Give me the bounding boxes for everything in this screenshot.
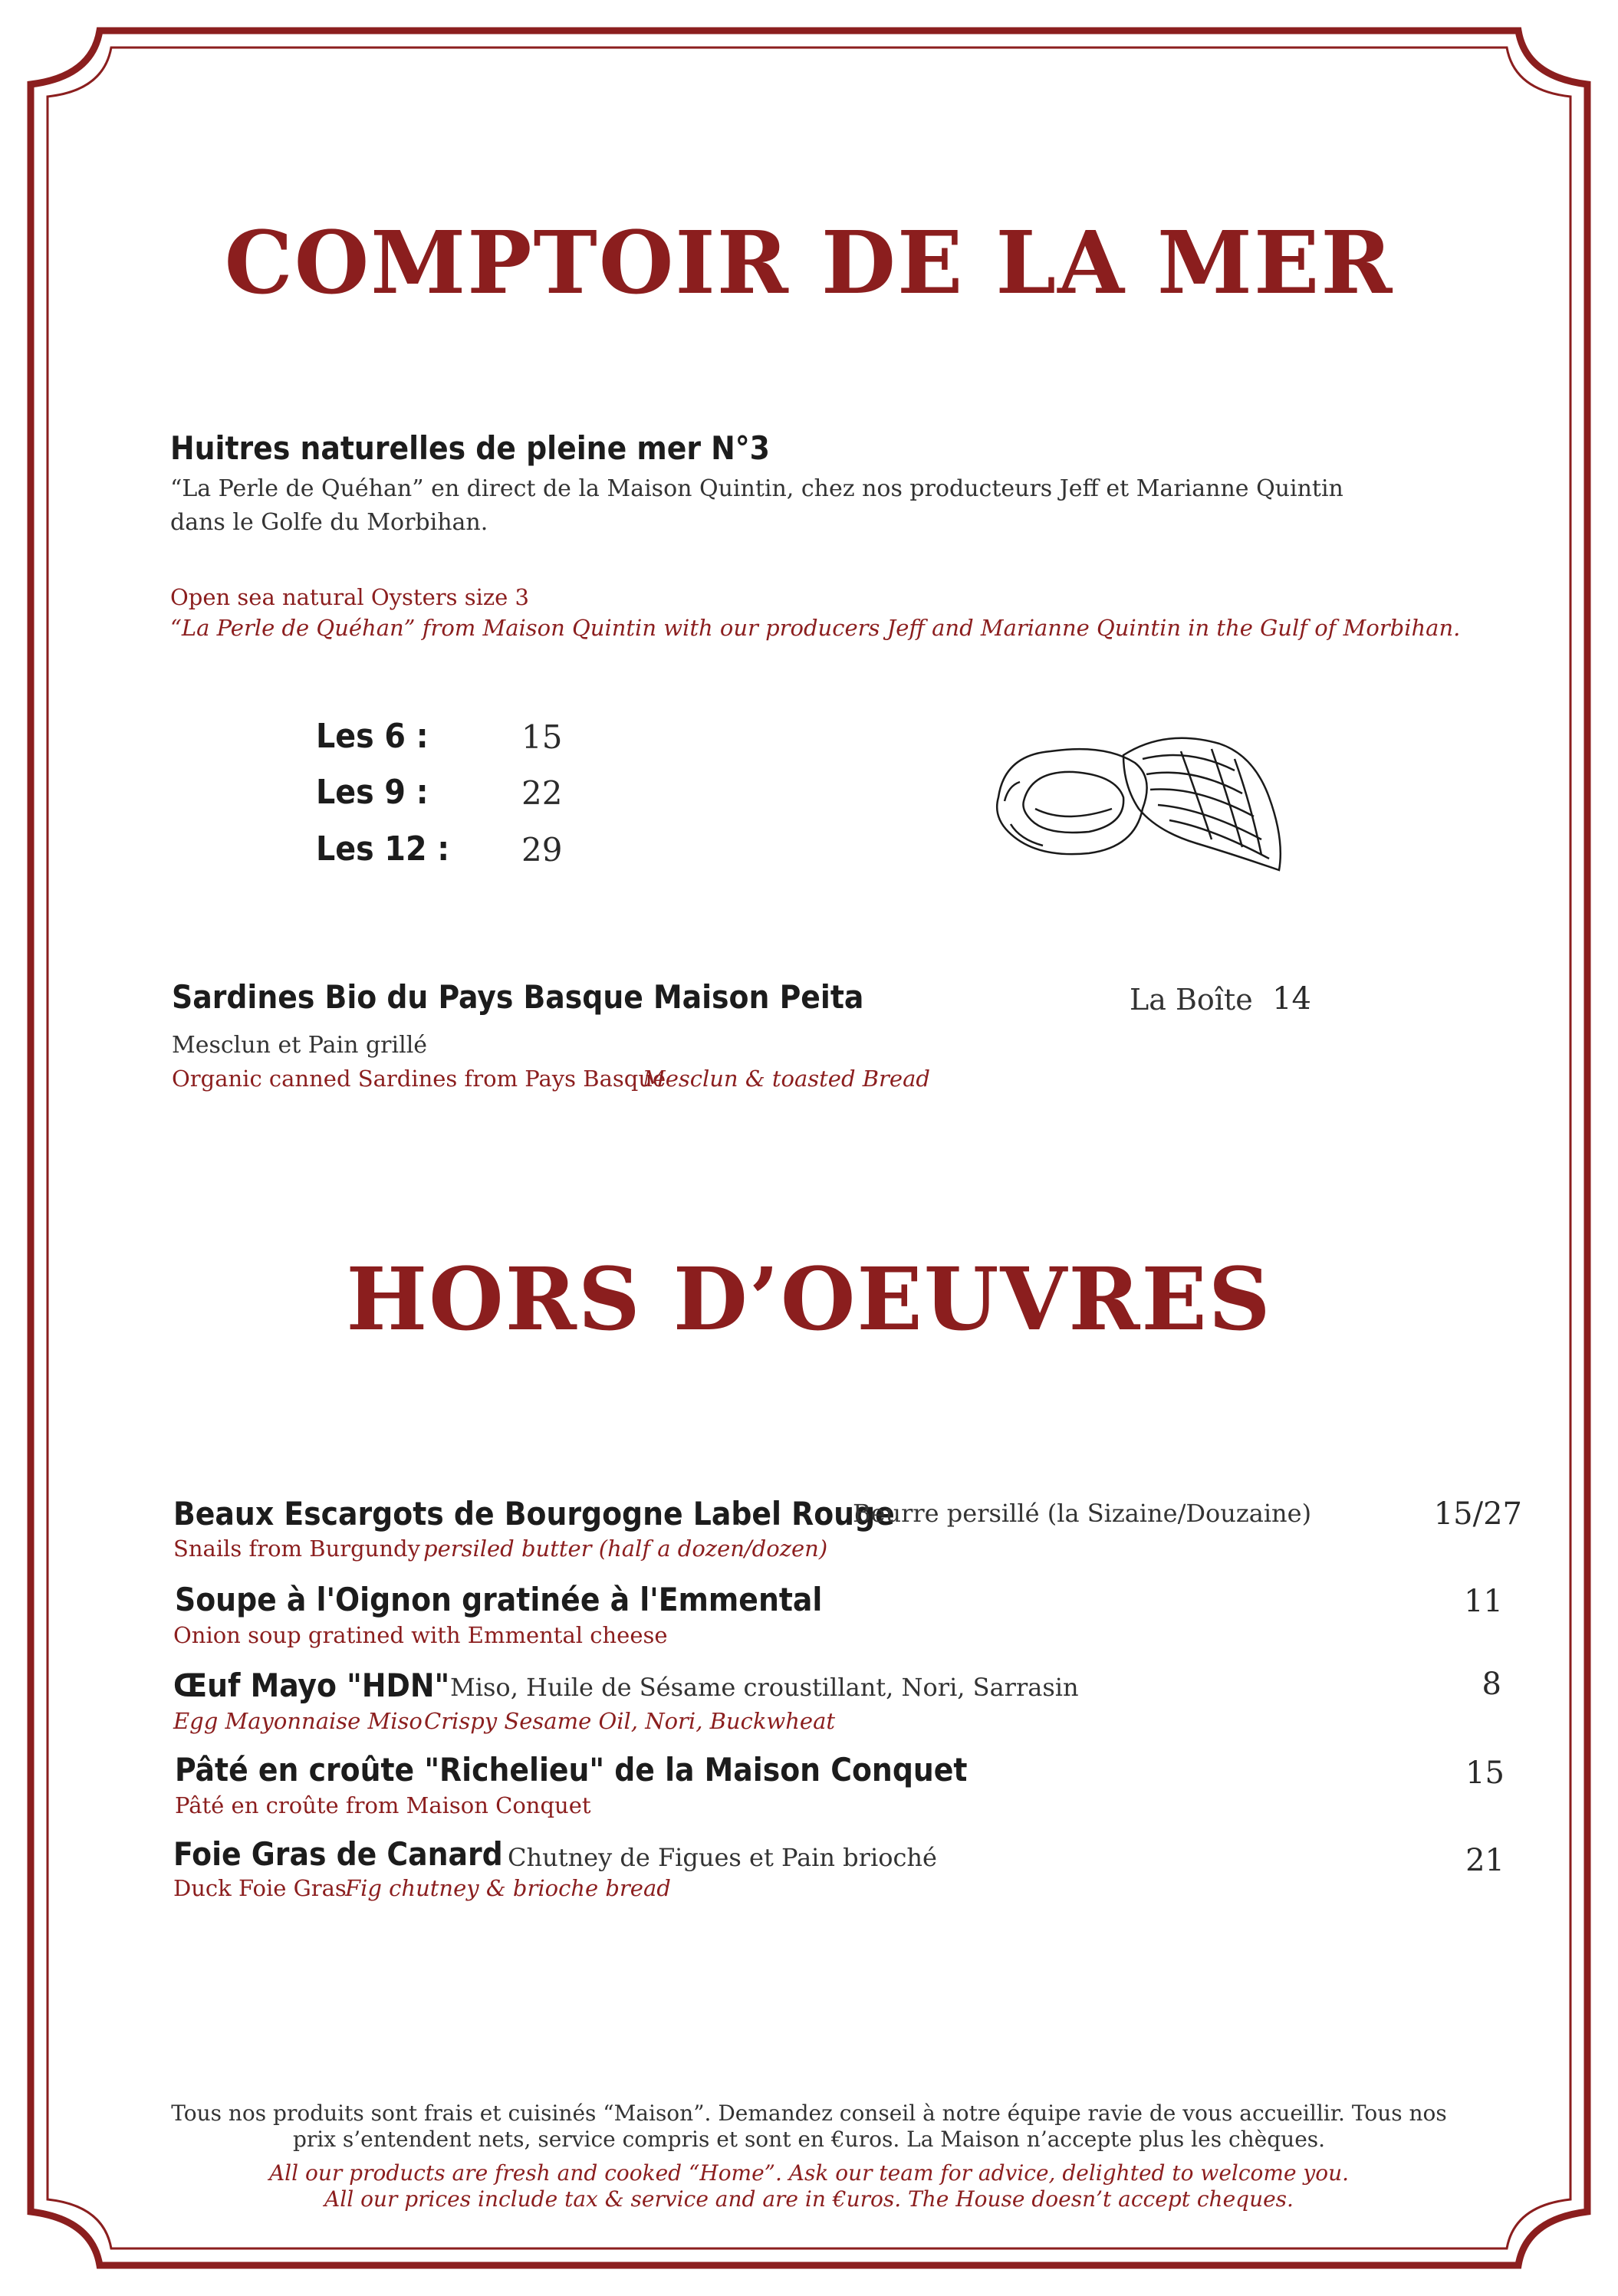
item-en-desc: Crispy Sesame Oil, Nori, Buckwheat xyxy=(424,1708,836,1734)
item-desc: Miso, Huile de Sésame croustillant, Nori, Sarrasin xyxy=(450,1673,1079,1702)
item-price: 15 xyxy=(1465,1756,1505,1791)
oyster-illustration xyxy=(989,724,1296,878)
oysters-qty-label: Les 9 : xyxy=(316,773,429,812)
oysters-en-name: Open sea natural Oysters size 3 xyxy=(170,584,529,610)
item-en-name: Duck Foie Gras xyxy=(173,1875,347,1901)
oysters-name: Huitres naturelles de pleine mer N°3 xyxy=(170,429,770,467)
sardines-unit: La Boîte xyxy=(1130,983,1253,1017)
item-en-name: Pâté en croûte from Maison Conquet xyxy=(175,1792,591,1818)
item-name: Beaux Escargots de Bourgogne Label Rouge xyxy=(173,1495,895,1532)
item-desc: Chutney de Figues et Pain brioché xyxy=(508,1843,937,1872)
oysters-qty-price: 29 xyxy=(521,831,563,869)
oysters-desc-1: “La Perle de Quéhan” en direct de la Maison Quintin, chez nos producteurs Jeff et Marianne Quintin xyxy=(170,475,1343,502)
item-en-desc: persiled butter (half a dozen/dozen) xyxy=(423,1536,828,1562)
item-name: Foie Gras de Canard xyxy=(173,1835,503,1873)
sardines-desc: Mesclun et Pain grillé xyxy=(172,1032,428,1059)
item-en-name: Egg Mayonnaise Miso xyxy=(173,1708,423,1734)
item-price: 11 xyxy=(1464,1584,1503,1619)
item-desc: Beurre persillé (la Sizaine/Douzaine) xyxy=(853,1499,1312,1528)
footer-en-line1: All our products are fresh and cooked “Home”. Ask our team for advice, delighted to welcome you. xyxy=(268,2160,1350,2186)
footer-en-line2: All our prices include tax & service and are in €uros. The House doesn’t accept cheques. xyxy=(324,2186,1294,2212)
item-en-name: Onion soup gratined with Emmental cheese xyxy=(173,1622,668,1648)
item-price: 15/27 xyxy=(1433,1496,1522,1532)
item-en-desc: Fig chutney & brioche bread xyxy=(345,1875,671,1901)
oysters-en-desc: “La Perle de Quéhan” from Maison Quintin with our producers Jeff and Marianne Quintin in the Gulf of Morbihan. xyxy=(170,615,1461,641)
section-title-hors-doeuvres: HORS D’OEUVRES xyxy=(346,1250,1272,1350)
item-name: Œuf Mayo "HDN" xyxy=(173,1667,450,1704)
footer-fr-line1: Tous nos produits sont frais et cuisinés “Maison”. Demandez conseil à notre équipe ravie de vous accueillir. Tous nos xyxy=(171,2101,1447,2126)
sardines-price: 14 xyxy=(1272,981,1311,1017)
sardines-name: Sardines Bio du Pays Basque Maison Peita xyxy=(172,978,864,1016)
item-name: Pâté en croûte "Richelieu" de la Maison Conquet xyxy=(175,1751,968,1789)
sardines-en-name: Organic canned Sardines from Pays Basque xyxy=(172,1066,666,1092)
item-price: 8 xyxy=(1482,1667,1501,1702)
section-title-comptoir: COMPTOIR DE LA MER xyxy=(224,213,1394,314)
oysters-qty-label: Les 12 : xyxy=(316,829,450,869)
item-en-name: Snails from Burgundy xyxy=(173,1536,420,1562)
oysters-desc-2: dans le Golfe du Morbihan. xyxy=(170,509,488,536)
item-name: Soupe à l'Oignon gratinée à l'Emmental xyxy=(175,1581,823,1618)
footer-fr-line2: prix s’entendent nets, service compris et sont en €uros. La Maison n’accepte plus les chèques. xyxy=(292,2127,1326,2152)
oysters-qty-label: Les 6 : xyxy=(316,717,429,756)
sardines-en-desc: Mesclun & toasted Bread xyxy=(643,1066,930,1092)
oysters-qty-price: 15 xyxy=(521,718,563,756)
oysters-qty-price: 22 xyxy=(521,774,563,812)
item-price: 21 xyxy=(1465,1843,1505,1878)
